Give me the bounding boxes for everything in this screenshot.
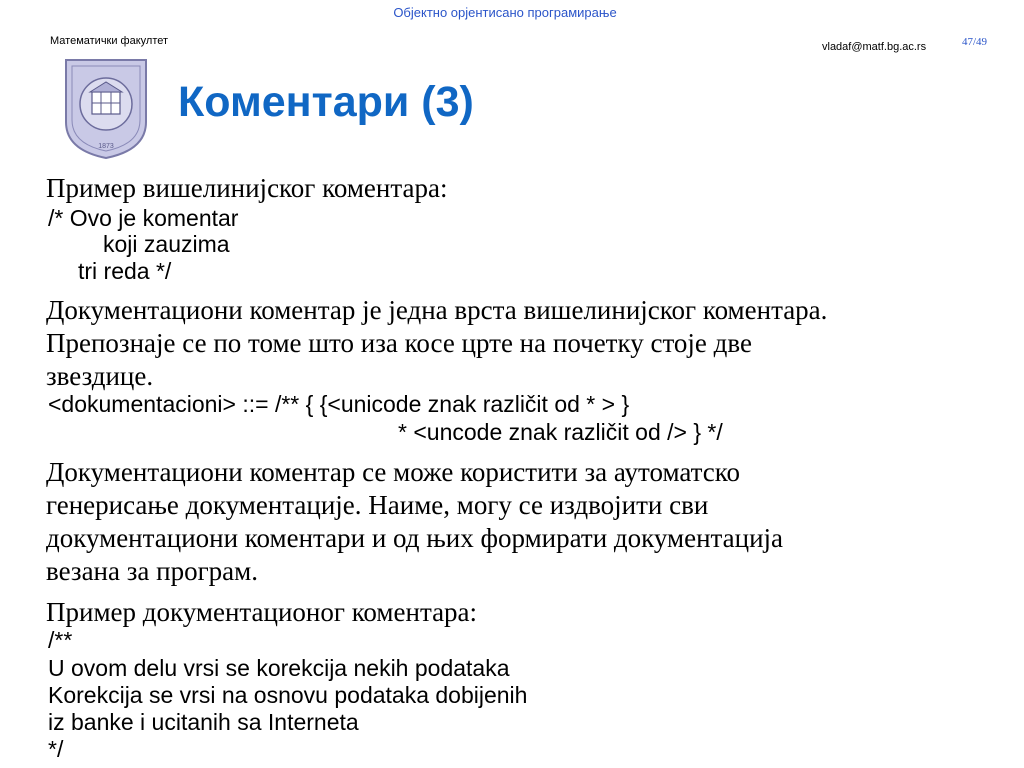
code-line: iz banke i ucitanih sa Interneta — [48, 709, 359, 735]
faculty-seal-logo — [56, 52, 156, 162]
paragraph-2-line: Препознаје се по томе што иза косе црте на почетку стоје две — [46, 328, 752, 358]
paragraph-2-line: Документациони коментар је једна врста вишелинијског коментара. — [46, 295, 828, 325]
code-line: <dokumentacioni> ::= /** { {<unicode znak različit od * > } — [48, 391, 630, 417]
paragraph-1-heading: Пример вишелинијског коментара: — [46, 173, 448, 203]
code-line: koji zauzima — [103, 231, 230, 257]
code-line: tri reda */ — [78, 258, 172, 284]
paragraph-3-line: генерисање документације. Наиме, могу се издвојити сви — [46, 490, 709, 520]
paragraph-4-heading: Пример документационог коментара: — [46, 597, 478, 627]
code-line: U ovom delu vrsi se korekcija nekih podataka — [48, 655, 510, 681]
slide-title: Коментари (3) — [178, 78, 474, 126]
code-line: */ — [48, 736, 64, 762]
code-line: Korekcija se vrsi na osnovu podataka dobijenih — [48, 682, 528, 708]
svg-text:1873: 1873 — [98, 143, 114, 150]
course-title: Објектно орјентисано програмирање — [393, 5, 617, 20]
paragraph-3-line: документациони коментари и од њих формирати документација — [46, 523, 784, 553]
code-line: /** — [48, 627, 73, 653]
faculty-name: Математички факултет — [50, 35, 169, 47]
author-email: vladaf@matf.bg.ac.rs — [822, 41, 927, 53]
code-line: * <uncode znak različit od /> } */ — [398, 419, 723, 445]
paragraph-3-line: Документациони коментар се може користити за аутоматско — [46, 457, 740, 487]
paragraph-2-line: звездице. — [46, 361, 154, 391]
paragraph-3-line: везана за програм. — [46, 556, 258, 586]
page-number: 47/49 — [962, 36, 988, 48]
code-line: /* Ovo je komentar — [48, 205, 239, 231]
